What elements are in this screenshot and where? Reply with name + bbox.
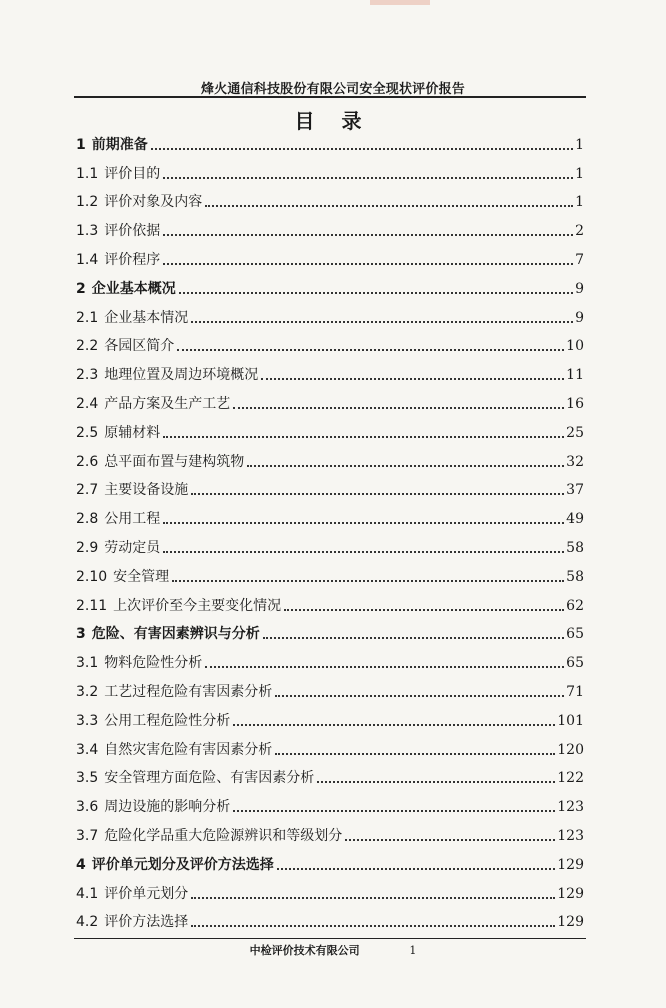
toc-entry-number: 2.6 [76, 453, 99, 470]
toc-entry-page: 37 [566, 482, 584, 499]
toc-entry-title: 危险化学品重大危险源辨识和等级划分 [104, 827, 343, 844]
toc-entry-number: 2.1 [76, 309, 99, 326]
toc-entry-page: 9 [575, 280, 584, 297]
toc-entry-page: 123 [557, 827, 584, 844]
toc-leader-dots [275, 753, 555, 755]
toc-entry-number: 4.1 [76, 885, 99, 902]
toc-entry-number: 2.9 [76, 539, 99, 556]
footer-company: 中检评价技术有限公司 [249, 944, 360, 957]
toc-entry-title: 上次评价至今主要变化情况 [113, 597, 282, 614]
toc-leader-dots [275, 695, 564, 697]
running-header: 烽火通信科技股份有限公司安全现状评价报告 [200, 82, 465, 97]
toc-entry-title: 物料危险性分析 [104, 655, 203, 672]
toc-entry-title: 劳动定员 [104, 539, 161, 556]
toc-entry[interactable] [76, 874, 584, 903]
header-rule [74, 96, 586, 98]
toc-entry-page: 58 [566, 539, 584, 556]
toc-entry[interactable] [76, 701, 584, 730]
toc-entry-page: 32 [566, 453, 584, 470]
toc-entry-page: 129 [557, 856, 584, 873]
toc-entry-number: 3.3 [76, 712, 99, 729]
toc-entry-page: 1 [575, 165, 584, 182]
toc-entry[interactable] [76, 759, 584, 788]
toc-entry[interactable] [76, 903, 584, 932]
toc-entry[interactable] [76, 298, 584, 327]
toc-entry-page: 58 [566, 568, 584, 585]
toc-entry-title: 评价单元划分 [104, 885, 189, 902]
toc-entry[interactable] [76, 327, 584, 356]
toc-entry-title: 周边设施的影响分析 [104, 799, 231, 816]
toc-entry[interactable] [76, 384, 584, 413]
toc-leader-dots [263, 637, 564, 639]
toc-entry-page: 16 [566, 395, 584, 412]
toc-entry-page: 49 [566, 511, 584, 528]
toc-entry-page: 120 [557, 741, 584, 758]
toc-entry-title: 前期准备 [91, 136, 148, 153]
toc-entry[interactable] [76, 557, 584, 586]
toc-entry-number: 3.2 [76, 683, 99, 700]
toc-entry-title: 企业基本情况 [104, 309, 189, 326]
table-of-contents [76, 125, 584, 931]
toc-entry[interactable] [76, 413, 584, 442]
toc-entry[interactable] [76, 845, 584, 874]
toc-entry-page: 129 [557, 885, 584, 902]
toc-leader-dots [205, 205, 573, 207]
toc-entry-title: 原辅材料 [104, 424, 161, 441]
toc-entry-title: 主要设备设施 [104, 482, 189, 499]
toc-entry-title: 安全管理 [113, 568, 170, 585]
toc-entry-page: 9 [575, 309, 584, 326]
toc-entry-title: 自然灾害危险有害因素分析 [104, 741, 273, 758]
toc-entry-title: 企业基本概况 [91, 280, 176, 297]
toc-entry-page: 65 [566, 626, 584, 643]
toc-entry-number: 1.2 [76, 194, 99, 211]
toc-entry[interactable] [76, 528, 584, 557]
toc-leader-dots [163, 177, 573, 179]
toc-entry[interactable] [76, 672, 584, 701]
toc-entry-page: 7 [575, 251, 584, 268]
toc-entry[interactable] [76, 125, 584, 154]
toc-entry[interactable] [76, 211, 584, 240]
toc-entry-number: 4.2 [76, 914, 99, 931]
toc-entry-number: 1 [76, 136, 86, 153]
toc-entry-page: 123 [557, 799, 584, 816]
toc-entry-number: 3.7 [76, 827, 99, 844]
toc-entry-page: 101 [557, 712, 584, 729]
toc-leader-dots [233, 407, 564, 409]
toc-entry-number: 3.5 [76, 770, 99, 787]
toc-leader-dots [151, 148, 573, 150]
footer-page-number: 1 [409, 944, 417, 957]
toc-entry-number: 2.5 [76, 424, 99, 441]
toc-entry-number: 2.10 [76, 568, 108, 585]
toc-entry-title: 工艺过程危险有害因素分析 [104, 683, 273, 700]
toc-leader-dots [247, 465, 564, 467]
toc-entry-title: 危险、有害因素辨识与分析 [91, 626, 260, 643]
toc-entry[interactable] [76, 730, 584, 759]
toc-entry[interactable] [76, 240, 584, 269]
toc-entry-number: 3.6 [76, 799, 99, 816]
toc-entry-number: 3.4 [76, 741, 99, 758]
toc-entry-title: 评价对象及内容 [104, 194, 203, 211]
toc-leader-dots [277, 868, 556, 870]
toc-leader-dots [191, 925, 555, 927]
toc-entry-title: 产品方案及生产工艺 [104, 395, 231, 412]
toc-leader-dots [345, 839, 555, 841]
toc-entry[interactable] [76, 586, 584, 615]
toc-entry-title: 评价程序 [104, 251, 161, 268]
scan-mark [370, 0, 430, 5]
toc-entry-number: 4 [76, 856, 86, 873]
toc-entry-page: 11 [566, 367, 584, 384]
toc-entry[interactable] [76, 471, 584, 500]
toc-entry-number: 1.4 [76, 251, 99, 268]
toc-entry-title: 地理位置及周边环境概况 [104, 367, 259, 384]
toc-entry-number: 3.1 [76, 655, 99, 672]
toc-entry-page: 129 [557, 914, 584, 931]
toc-entry-number: 1.1 [76, 165, 99, 182]
toc-entry-title: 总平面布置与建构筑物 [104, 453, 245, 470]
toc-entry[interactable] [76, 643, 584, 672]
toc-entry-title: 评价目的 [104, 165, 161, 182]
toc-entry-page: 2 [575, 223, 584, 240]
toc-entry-number: 1.3 [76, 223, 99, 240]
toc-entry-number: 2.4 [76, 395, 99, 412]
toc-entry-page: 65 [566, 655, 584, 672]
toc-entry-title: 安全管理方面危险、有害因素分析 [104, 770, 315, 787]
footer-rule [74, 938, 586, 939]
toc-entry-title: 各园区简介 [104, 338, 175, 355]
toc-entry-number: 2.3 [76, 367, 99, 384]
toc-entry[interactable] [76, 183, 584, 212]
toc-entry-page: 71 [566, 683, 584, 700]
toc-entry-number: 2.8 [76, 511, 99, 528]
toc-leader-dots [163, 522, 564, 524]
toc-leader-dots [179, 292, 573, 294]
toc-entry-page: 62 [566, 597, 584, 614]
toc-leader-dots [177, 349, 564, 351]
toc-leader-dots [317, 781, 555, 783]
toc-entry-page: 1 [575, 136, 584, 153]
toc-entry[interactable] [76, 787, 584, 816]
toc-entry-number: 2 [76, 280, 86, 297]
toc-leader-dots [163, 234, 573, 236]
toc-entry[interactable] [76, 154, 584, 183]
toc-leader-dots [172, 580, 564, 582]
toc-leader-dots [191, 321, 573, 323]
toc-leader-dots [191, 493, 564, 495]
toc-entry-title: 评价依据 [104, 223, 161, 240]
toc-entry-number: 2.11 [76, 597, 108, 614]
toc-leader-dots [261, 378, 564, 380]
toc-entry-title: 评价方法选择 [104, 914, 189, 931]
toc-entry-page: 1 [575, 194, 584, 211]
toc-entry-title: 公用工程危险性分析 [104, 712, 231, 729]
toc-entry[interactable] [76, 499, 584, 528]
toc-leader-dots [205, 666, 564, 668]
toc-entry-number: 2.7 [76, 482, 99, 499]
toc-entry[interactable] [76, 442, 584, 471]
toc-entry-number: 2.2 [76, 338, 99, 355]
toc-entry-page: 25 [566, 424, 584, 441]
toc-leader-dots [191, 897, 555, 899]
toc-leader-dots [233, 724, 555, 726]
toc-leader-dots [163, 551, 564, 553]
toc-leader-dots [163, 263, 573, 265]
toc-entry[interactable] [76, 269, 584, 298]
toc-entry-title: 公用工程 [104, 511, 161, 528]
toc-leader-dots [163, 436, 564, 438]
toc-entry-number: 3 [76, 626, 86, 643]
toc-entry[interactable] [76, 816, 584, 845]
toc-entry-title: 评价单元划分及评价方法选择 [91, 856, 274, 873]
toc-leader-dots [233, 810, 555, 812]
toc-entry[interactable] [76, 355, 584, 384]
toc-entry[interactable] [76, 615, 584, 644]
footer [0, 942, 666, 958]
toc-entry-page: 122 [557, 770, 584, 787]
toc-leader-dots [284, 609, 564, 611]
toc-title: 目 录 [294, 109, 372, 133]
toc-entry-page: 10 [566, 338, 584, 355]
